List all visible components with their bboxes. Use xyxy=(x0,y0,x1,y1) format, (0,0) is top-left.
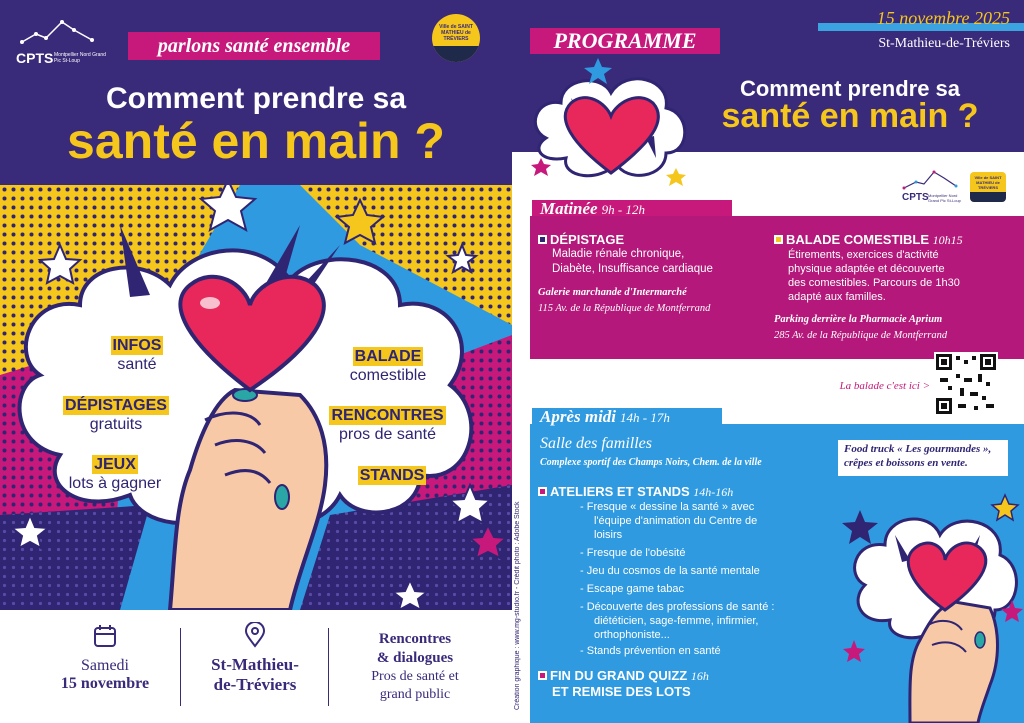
label-depistages-sub: gratuits xyxy=(89,416,143,433)
programme-title-line1: Comment prendre sa xyxy=(739,76,961,101)
balade-time: 10h15 xyxy=(932,233,963,247)
balade-address: 285 Av. de la République de Montferrand xyxy=(774,330,948,341)
label-depistages xyxy=(56,396,176,434)
depistage-line2: Diabète, Insuffisance cardiaque xyxy=(552,263,713,275)
complexe-address: Complexe sportif des Champs Noirs, Chem. de la ville xyxy=(540,457,762,468)
footer-day: Samedi xyxy=(81,657,129,674)
poster-title-line2: santé en main ? xyxy=(67,113,445,169)
footer-separator xyxy=(180,628,181,706)
list-item: l'équipe d'animation du Centre de xyxy=(594,515,758,527)
quizz-time: 16h xyxy=(690,669,709,683)
bullet-square xyxy=(538,671,547,680)
quizz-block xyxy=(538,668,838,700)
footer-date-text: 15 novembre xyxy=(60,675,150,692)
footer-meet xyxy=(335,620,495,715)
footer-meet-line4: grand public xyxy=(379,687,451,702)
food-truck-note: Food truck « Les gourmandes », crêpes et boissons en vente. xyxy=(838,440,1008,476)
footer-place xyxy=(185,620,325,715)
balade-block xyxy=(774,232,1018,343)
heart-cloud-illustration xyxy=(526,58,696,188)
label-balade-title: BALADE xyxy=(354,348,422,365)
programme-town: St-Mathieu-de-Tréviers xyxy=(878,36,1010,51)
cpts-logo-small-subtext: Montpellier Nord Grand Pic St-Loup xyxy=(928,193,961,203)
town-logo xyxy=(432,14,480,62)
town-logo-text: Ville de SAINT MATHIEU de TRÉVIERS xyxy=(439,24,473,42)
label-rencontres xyxy=(325,406,450,444)
qr-code-icon xyxy=(934,352,998,416)
bullet-square xyxy=(774,235,783,244)
balade-link[interactable]: La balade c'est ici > xyxy=(839,380,930,392)
cpts-logo-text: CPTS xyxy=(16,50,54,66)
footer-meet-line2: & dialogues xyxy=(376,650,454,666)
ateliers-title: ATELIERS ET STANDS xyxy=(550,484,690,499)
list-item: - Stands prévention en santé xyxy=(580,645,721,657)
list-item: - Fresque de l'obésité xyxy=(580,547,686,559)
heart-cloud-icon xyxy=(526,58,696,188)
list-item: - Escape game tabac xyxy=(580,583,684,595)
label-infos-sub: santé xyxy=(117,356,157,373)
cpts-logo-small-text: CPTS xyxy=(902,192,929,203)
balade-line2: physique adaptée et découverte xyxy=(788,263,945,275)
footer-date xyxy=(30,620,180,715)
label-rencontres-title: RENCONTRES xyxy=(331,407,444,424)
label-stands xyxy=(352,466,432,485)
town-logo-hills xyxy=(432,46,480,62)
heart-hand-icon xyxy=(840,490,1024,723)
label-infos xyxy=(92,336,182,374)
programme-date: 15 novembre 2025 xyxy=(876,8,1010,28)
balade-place: Parking derrière la Pharmacie Aprium xyxy=(774,314,943,325)
list-item: - Jeu du cosmos de la santé mentale xyxy=(580,565,760,577)
credits-text: Création graphique : www.mg-studio.fr - Crédit photo : Adobe Stock xyxy=(514,501,521,710)
label-jeux xyxy=(60,455,170,493)
location-pin-icon xyxy=(244,622,266,648)
label-stands-title: STANDS xyxy=(359,467,425,484)
list-item: - Découverte des professions de santé : xyxy=(580,601,775,613)
balade-line3: des comestibles. Parcours de 1h30 xyxy=(788,277,960,289)
heart-hand-illustration xyxy=(840,490,1024,723)
balade-line4: adapté aux familles. xyxy=(788,291,886,303)
cpts-logo-subtext: Montpellier Nord Grand Pic St-Loup xyxy=(54,52,106,64)
town-logo-small-text: Ville de SAINT MATHIEU de TRÉVIERS xyxy=(974,175,1002,190)
label-balade-sub: comestible xyxy=(349,367,427,384)
credits-strip xyxy=(514,440,528,710)
ateliers-time: 14h-16h xyxy=(693,485,734,499)
list-item: orthophoniste... xyxy=(594,629,670,641)
label-infos-title: INFOS xyxy=(112,337,162,354)
list-item: - Fresque « dessine la santé » avec xyxy=(580,501,755,513)
list-item: diététicien, sage-femme, infirmier, xyxy=(594,615,759,627)
qr-code[interactable] xyxy=(934,352,998,416)
bullet-square xyxy=(538,487,547,496)
apres-label: Après midi xyxy=(540,407,617,426)
town-logo-small-hills xyxy=(970,192,1006,202)
matinee-time: 9h - 12h xyxy=(601,202,645,217)
bullet-square xyxy=(538,235,547,244)
matinee-heading xyxy=(540,199,645,219)
footer-meet-line3: Pros de santé et xyxy=(371,669,459,684)
town-logo-small xyxy=(970,172,1006,202)
label-jeux-title: JEUX xyxy=(94,456,136,473)
depistage-address: 115 Av. de la République de Montferrand xyxy=(538,303,711,314)
depistage-block xyxy=(538,232,768,316)
apres-time: 14h - 17h xyxy=(620,410,670,425)
label-rencontres-sub: pros de santé xyxy=(339,426,436,443)
footer-meet-line1: Rencontres xyxy=(378,631,452,647)
list-item: loisirs xyxy=(594,529,623,541)
depistage-place: Galerie marchande d'Intermarché xyxy=(538,287,687,298)
footer-place-line2: de-Tréviers xyxy=(213,675,297,694)
footer-separator xyxy=(328,628,329,706)
depistage-title: DÉPISTAGE xyxy=(550,232,625,247)
poster-title-line1: Comment prendre sa xyxy=(105,82,407,115)
salle-title: Salle des familles xyxy=(540,435,652,452)
label-balade xyxy=(338,347,438,385)
balade-line1: Étirements, exercices d'activité xyxy=(788,249,939,261)
tagline: parlons santé ensemble xyxy=(128,32,380,60)
cpts-logo xyxy=(14,12,104,68)
cpts-logo-small xyxy=(900,168,962,208)
matinee-label: Matinée xyxy=(540,199,598,218)
calendar-icon xyxy=(93,624,117,648)
balade-title: BALADE COMESTIBLE xyxy=(786,232,929,247)
apres-heading xyxy=(540,407,670,427)
cpts-logo-small-icon xyxy=(900,168,962,194)
programme-title-line2: santé en main ? xyxy=(721,97,979,135)
ateliers-list xyxy=(580,500,840,658)
ateliers-block xyxy=(538,484,838,500)
quizz-line2: ET REMISE DES LOTS xyxy=(552,684,691,699)
programme-label: PROGRAMME xyxy=(530,28,720,54)
quizz-line1: FIN DU GRAND QUIZZ xyxy=(550,668,688,683)
footer-place-line1: St-Mathieu- xyxy=(211,655,299,674)
label-depistages-title: DÉPISTAGES xyxy=(65,397,167,414)
label-jeux-sub: lots à gagner xyxy=(68,475,162,492)
depistage-line1: Maladie rénale chronique, xyxy=(552,248,685,260)
